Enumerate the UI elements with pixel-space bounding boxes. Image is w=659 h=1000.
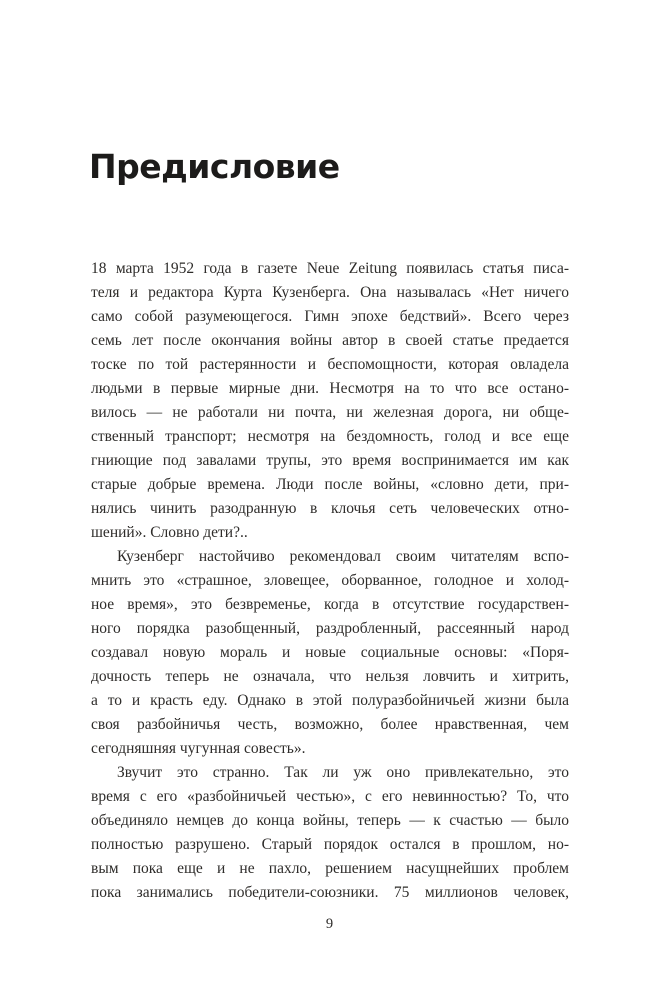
- text-line: а то и красть еду. Однако в этой полуразбойничьей жизни была: [91, 692, 569, 709]
- text-line: своя разбойничья честь, возможно, более нравственная, чем: [91, 716, 569, 733]
- text-line: шений». Словно дети?..: [91, 524, 248, 541]
- text-line: вилось — не работали ни почта, ни железная дорога, ни обще-: [91, 404, 569, 421]
- text-line: сегодняшняя чугунная совесть».: [91, 740, 306, 757]
- text-line: людьми в первые мирные дни. Несмотря на то что все остано-: [91, 380, 569, 397]
- text-line: семь лет после окончания войны автор в своей статье предается: [91, 332, 569, 349]
- text-line: ное время», это безвременье, когда в отсутствие государствен-: [91, 596, 569, 613]
- text-line: полностью разрушено. Старый порядок остался в прошлом, но-: [91, 836, 569, 853]
- text-line: тоске по той растерянности и беспомощности, которая овладела: [91, 356, 569, 373]
- text-line: время с его «разбойничьей честью», с его невинностью? То, что: [91, 788, 569, 805]
- text-line: пока занимались победители-союзники. 75 миллионов человек,: [91, 884, 569, 901]
- text-line: гниющие под завалами трупы, это время воспринимается им как: [91, 452, 569, 469]
- text-line: 18 марта 1952 года в газете Neue Zeitung появилась статья писа-: [91, 260, 569, 277]
- text-line: дочность теперь не означала, что нельзя ловчить и хитрить,: [91, 668, 569, 685]
- text-line: Звучит это странно. Так ли уж оно привлекательно, это: [117, 764, 569, 781]
- text-line: Кузенберг настойчиво рекомендовал своим читателям вспо-: [117, 548, 569, 565]
- text-line: теля и редактора Курта Кузенберга. Она называлась «Нет ничего: [91, 284, 569, 301]
- page-number: 9: [325, 916, 334, 932]
- text-line: мнить это «страшное, зловещее, оборванное, голодное и холод-: [91, 572, 569, 589]
- text-line: вым пока еще и не пахло, решением насущнейших проблем: [91, 860, 569, 877]
- text-block: [91, 257, 569, 905]
- text-line: ственный транспорт; несмотря на бездомность, голод и все еще: [91, 428, 569, 445]
- text-line: старые добрые времена. Люди после войны, «словно дети, при-: [91, 476, 569, 493]
- text-line: ного порядка разобщенный, раздробленный, рассеянный народ: [91, 620, 569, 637]
- text-line: нялись чинить разодранную в клочья сеть человеческих отно-: [91, 500, 569, 517]
- text-line: объединяло немцев до конца войны, теперь — к счастью — было: [91, 812, 569, 829]
- text-line: создавал новую мораль и новые социальные основы: «Поря-: [91, 644, 569, 661]
- text-line: само собой разумеющегося. Гимн эпохе бедствий». Всего через: [91, 308, 569, 325]
- chapter-title: Предисловие: [89, 147, 340, 187]
